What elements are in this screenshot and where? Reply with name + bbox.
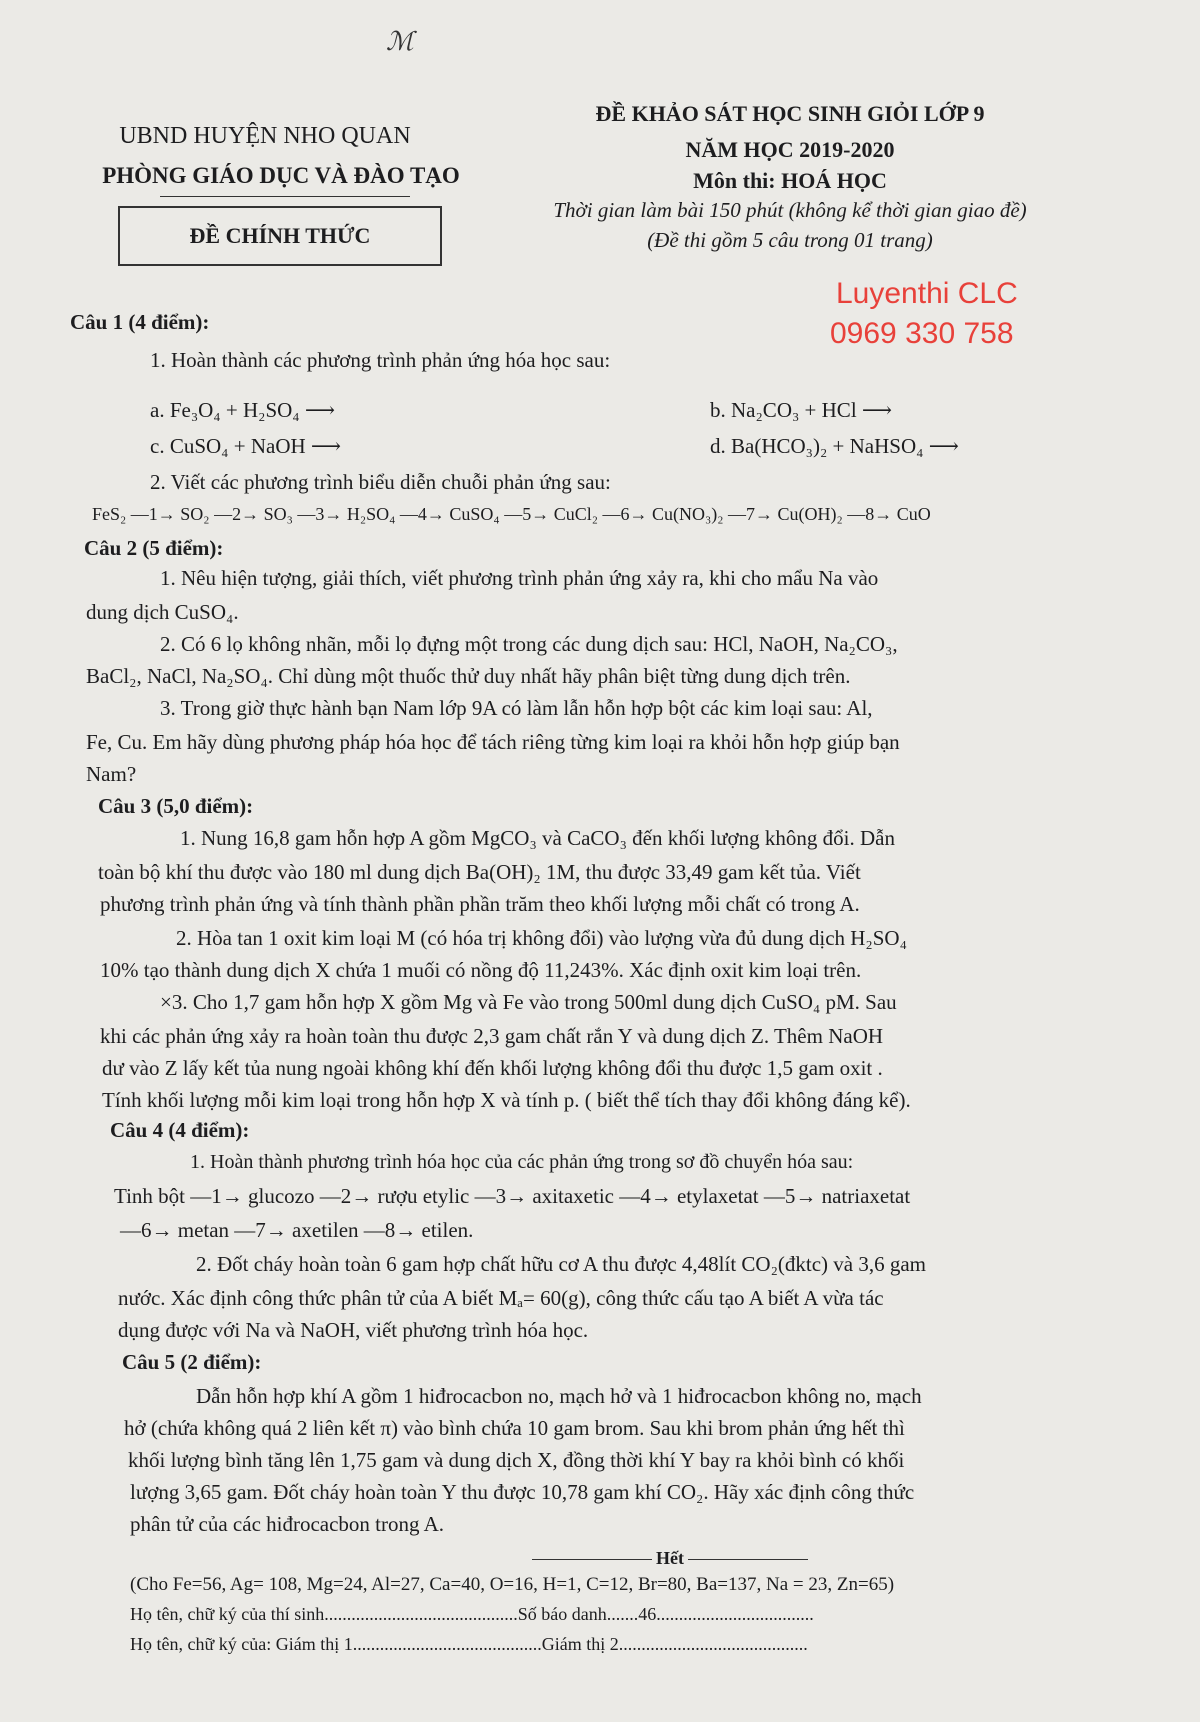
cau3-title: Câu 3 (5,0 điểm): (98, 794, 254, 818)
watermark-phone: 0969 330 758 (830, 317, 1014, 350)
cau2-line1: 1. Nêu hiện tượng, giải thích, viết phương trình phản ứng xảy ra, khi cho mẩu Na vào (160, 566, 879, 590)
cau1-eq-c: c. CuSO₄ + NaOH ⟶ (150, 434, 342, 458)
handwritten-mark: ℳ (386, 27, 414, 56)
cau2-line3: 2. Có 6 lọ không nhãn, mỗi lọ đựng một trong các dung dịch sau: HCl, NaOH, Na₂CO₃, (160, 632, 898, 656)
cau4-line3: nước. Xác định công thức phân tử của A biết Mₐ= 60(g), công thức cấu tạo A biết A vừa tác (118, 1286, 884, 1310)
time-limit: Thời gian làm bài 150 phút (không kể thời gian giao đề) (553, 198, 1027, 222)
cau4-line1: 1. Hoàn thành phương trình hóa học của các phản ứng trong sơ đồ chuyển hóa sau: (190, 1151, 854, 1173)
cau5-line5: phân tử của các hiđrocacbon trong A. (130, 1512, 445, 1536)
official-exam-label: ĐỀ CHÍNH THỨC (189, 222, 371, 248)
cau2-line4: BaCl₂, NaCl, Na₂SO₄. Chỉ dùng một thuốc thử duy nhất hãy phân biệt từng dung dịch trên. (86, 664, 851, 688)
atomic-masses: (Cho Fe=56, Ag= 108, Mg=24, Al=27, Ca=40, O=16, H=1, C=12, Br=80, Ba=137, Na = 23, Zn=65) (130, 1574, 895, 1595)
cau3-line3: phương trình phản ứng và tính thành phần phần trăm theo khối lượng mỗi chất có trong A. (100, 892, 860, 916)
cau5-line2: hở (chứa không quá 2 liên kết π) vào bình chứa 10 gam brom. Sau khi brom phản ứng hết thì (124, 1416, 905, 1440)
cau5-line1: Dẫn hỗn hợp khí A gồm 1 hiđrocacbon no, mạch hở và 1 hiđrocacbon không no, mạch (196, 1384, 922, 1408)
cau5-line4: lượng 3,65 gam. Đốt cháy hoàn toàn Y thu được 10,78 gam khí CO₂. Hãy xác định công thức (130, 1480, 915, 1504)
exam-title: ĐỀ KHẢO SÁT HỌC SINH GIỎI LỚP 9 (595, 101, 985, 126)
cau3-line6: ×3. Cho 1,7 gam hỗn hợp X gồm Mg và Fe vào trong 500ml dung dịch CuSO₄ pM. Sau (160, 990, 897, 1014)
cau1-chain: FeS₂ —1→ SO₂ —2→ SO₃ —3→ H₂SO₄ —4→ CuSO₄ —5→ CuCl₂ —6→ Cu(NO₃)₂ —7→ Cu(OH)₂ —8→ CuO (92, 504, 931, 524)
cau1-title: Câu 1 (4 điểm): (70, 310, 210, 334)
cau3-line7: khi các phản ứng xảy ra hoàn toàn thu được 2,3 gam chất rắn Y và dung dịch Z. Thêm NaOH (100, 1024, 884, 1048)
cau1-part2: 2. Viết các phương trình biểu diễn chuỗi phản ứng sau: (150, 470, 611, 494)
cau3-line8: dư vào Z lấy kết tủa nung ngoài không khí đến khối lượng không đổi thu được 1,5 gam oxit . (102, 1056, 883, 1080)
cau3-line4: 2. Hòa tan 1 oxit kim loại M (có hóa trị không đổi) vào lượng vừa đủ dung dịch H₂SO₄ (176, 926, 907, 950)
cau5-title: Câu 5 (2 điểm): (122, 1350, 262, 1374)
cau4-chain2: —6→ metan —7→ axetilen —8→ etilen. (120, 1218, 474, 1242)
cau2-line2: dung dịch CuSO₄. (86, 600, 239, 624)
cau4-chain1: Tinh bột —1→ glucozo —2→ rượu etylic —3→ axitaxetic —4→ etylaxetat —5→ natriaxetat (114, 1184, 911, 1208)
page-count-note: (Đề thi gồm 5 câu trong 01 trang) (647, 228, 933, 252)
official-exam-box (118, 206, 442, 266)
cau2-line7: Nam? (86, 762, 137, 786)
cau4-line4: dụng được với Na và NaOH, viết phương trình hóa học. (118, 1318, 589, 1342)
watermark-brand: Luyenthi CLC (836, 277, 1018, 310)
cau2-title: Câu 2 (5 điểm): (84, 536, 224, 560)
cau1-eq-b: b. Na₂CO₃ + HCl ⟶ (710, 398, 893, 422)
district-name: UBND HUYỆN NHO QUAN (119, 123, 411, 149)
cau5-line3: khối lượng bình tăng lên 1,75 gam và dung dịch X, đồng thời khí Y bay ra khỏi bình có khối (128, 1448, 905, 1472)
candidate-signature: Họ tên, chữ ký của thí sinh...........................................Số báo danh.......46................................... (130, 1604, 814, 1624)
cau2-line5: 3. Trong giờ thực hành bạn Nam lớp 9A có làm lẫn hỗn hợp bột các kim loại sau: Al, (160, 696, 873, 720)
school-year: NĂM HỌC 2019-2020 (685, 137, 895, 162)
end-label: Hết (656, 1548, 684, 1568)
cau4-title: Câu 4 (4 điểm): (110, 1118, 250, 1142)
cau1-part1: 1. Hoàn thành các phương trình phản ứng hóa học sau: (150, 348, 611, 372)
cau3-line2: toàn bộ khí thu được vào 180 ml dung dịch Ba(OH)₂ 1M, thu được 33,49 gam kết tủa. Viết (98, 860, 861, 884)
cau3-line1: 1. Nung 16,8 gam hỗn hợp A gồm MgCO₃ và CaCO₃ đến khối lượng không đổi. Dẫn (180, 826, 895, 850)
cau2-line6: Fe, Cu. Em hãy dùng phương pháp hóa học để tách riêng từng kim loại ra khỏi hỗn hợp giúp bạn (86, 730, 900, 754)
cau1-eq-d: d. Ba(HCO₃)₂ + NaHSO₄ ⟶ (710, 434, 959, 458)
end-rule-left (532, 1559, 652, 1560)
cau3-line5: 10% tạo thành dung dịch X chứa 1 muối có nồng độ 11,243%. Xác định oxit kim loại trên. (100, 958, 862, 982)
cau3-line9: Tính khối lượng mỗi kim loại trong hỗn hợp X và tính p. ( biết thể tích thay đổi không đáng kể). (102, 1088, 911, 1112)
cau4-line2: 2. Đốt cháy hoàn toàn 6 gam hợp chất hữu cơ A thu được 4,48lít CO₂(đktc) và 3,6 gam (196, 1252, 927, 1276)
cau1-eq-a: a. Fe₃O₄ + H₂SO₄ ⟶ (150, 398, 335, 422)
header-divider (160, 196, 410, 197)
department-name: PHÒNG GIÁO DỤC VÀ ĐÀO TẠO (102, 163, 460, 188)
end-rule-right (688, 1559, 808, 1560)
end-marker (490, 1548, 850, 1570)
subject: Môn thi: HOÁ HỌC (693, 168, 887, 193)
supervisor-signature: Họ tên, chữ ký của: Giám thị 1..........................................Giám thị 2.......................................... (130, 1634, 808, 1654)
